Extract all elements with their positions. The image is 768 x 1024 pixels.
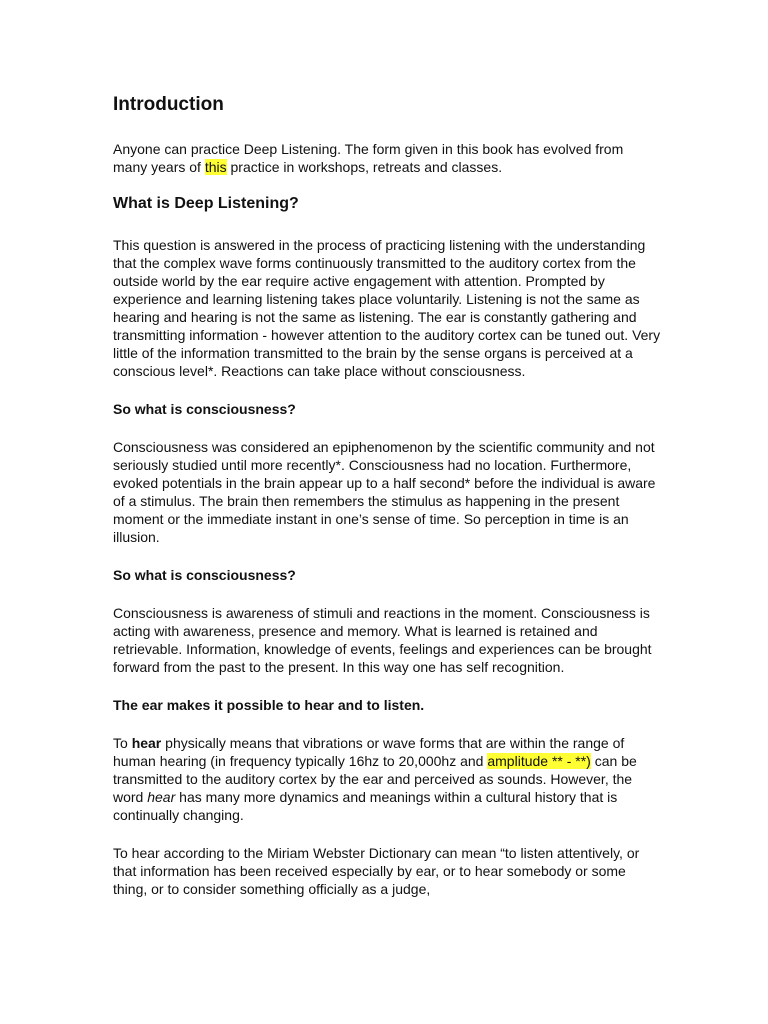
hear-text-d: has many more dynamics and meanings within a cultural history that is continually changing. bbox=[113, 789, 618, 823]
heading-consciousness-2: So what is consciousness? bbox=[113, 567, 296, 583]
hear-text-c: can be transmitted to the auditory cortex by the ear and perceived as sounds. However, the word bbox=[113, 753, 637, 805]
heading-what-is-deep-listening: What is Deep Listening? bbox=[113, 195, 299, 212]
hear-italic-word: hear bbox=[147, 789, 176, 805]
paragraph-intro bbox=[113, 140, 661, 176]
highlighted-amplitude: amplitude ** - **) bbox=[487, 753, 591, 769]
hear-text-b: physically means that vibrations or wave forms that are within the range of human hearing (in frequency typically 16hz to 20,000hz and bbox=[113, 735, 625, 769]
hear-bold-word: hear bbox=[131, 735, 162, 751]
intro-text-a: Anyone can practice Deep Listening. The form given in this book has evolved from many years of bbox=[113, 141, 624, 175]
paragraph-webster: To hear according to the Miriam Webster Dictionary can mean “to listen attentively, or that information has been received especially by ear, or to hear somebody or some thing, or to consider something officially as a judge, bbox=[113, 845, 640, 897]
heading-consciousness-1: So what is consciousness? bbox=[113, 401, 296, 417]
hear-text-a: To bbox=[113, 735, 132, 751]
heading-ear: The ear makes it possible to hear and to listen. bbox=[113, 697, 425, 713]
paragraph-hear bbox=[113, 734, 661, 824]
paragraph-what-is-deep-listening: This question is answered in the process of practicing listening with the understanding that the complex wave forms continuously transmitted to the auditory cortex from the outside world by the ear require active engagement with attention. Prompted by experience and learning listening takes place voluntarily. Listening is not the same as hearing and hearing is not the same as listening. The ear is constantly gathering and transmitting information - however attention to the auditory cortex can be tuned out. Very little of the information transmitted to the brain by the sense organs is perceived at a conscious level*. Reactions can take place without consciousness. bbox=[113, 237, 661, 379]
intro-text-b: practice in workshops, retreats and classes. bbox=[226, 159, 503, 175]
paragraph-consciousness-1: Consciousness was considered an epiphenomenon by the scientific community and not seriously studied until more recently*. Consciousness had no location. Furthermore, evoked potentials in the brain appear up to a half second* before the individual is aware of a stimulus. The brain then remembers the stimulus as happening in the present moment or the immediate instant in one’s sense of time. So perception in time is an illusion. bbox=[113, 439, 656, 545]
document-page bbox=[113, 92, 661, 918]
heading-introduction: Introduction bbox=[113, 94, 224, 115]
highlighted-word-this: this bbox=[204, 159, 227, 175]
paragraph-consciousness-2: Consciousness is awareness of stimuli and reactions in the moment. Consciousness is acting with awareness, presence and memory. What is learned is retained and retrievable. Information, knowledge of events, feelings and experiences can be brought forward from the past to the present. In this way one has self recognition. bbox=[113, 605, 652, 675]
